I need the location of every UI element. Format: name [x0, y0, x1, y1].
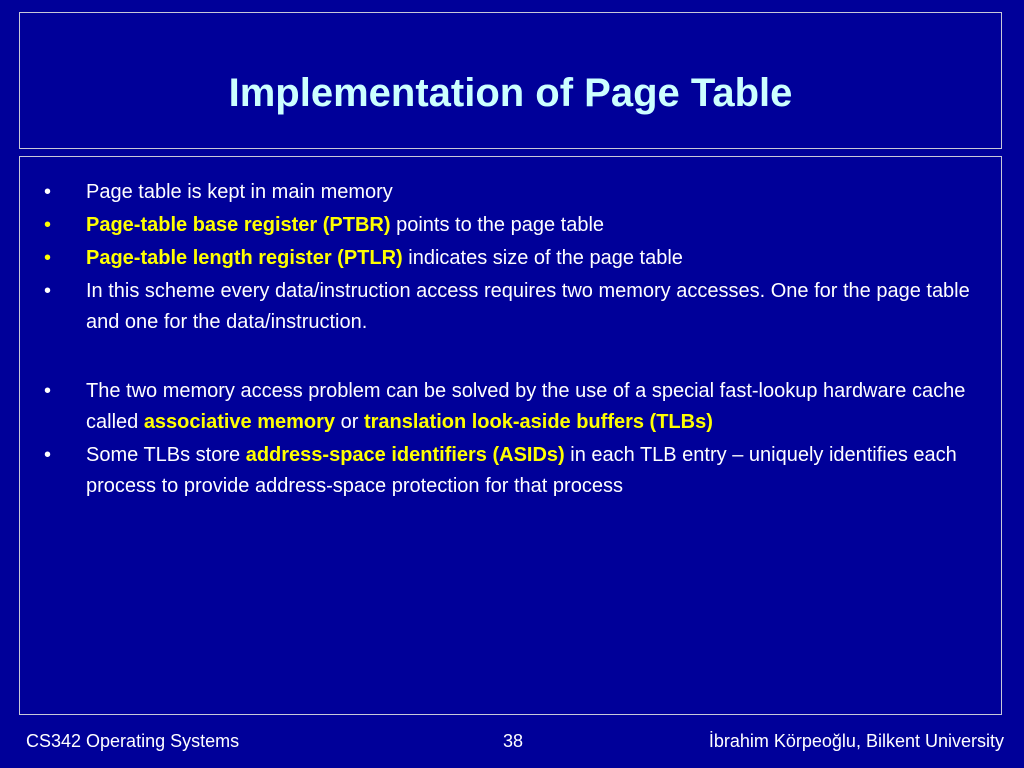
- bullet-text: Page table is kept in main memory: [86, 181, 393, 203]
- bullet-dot: •: [44, 214, 52, 236]
- bullet-text: in each TLB entry – uniquely identifies each process to provide address-space protection for that process: [86, 444, 957, 497]
- bullet-text: The two memory access problem can be solved by the use of a special fast-lookup hardware cache called: [86, 380, 966, 433]
- term-ptbr: Page-table base register (PTBR): [86, 214, 391, 236]
- slide-title: Implementation of Page Table: [228, 71, 793, 115]
- bullet-dot: •: [44, 280, 52, 302]
- bullet-item-two-accesses: [44, 276, 994, 338]
- bullet-item-page-table-in-memory: [44, 177, 994, 208]
- term-tlb: translation look-aside buffers (TLBs): [363, 411, 713, 433]
- bullet-item-asids: [44, 440, 994, 502]
- bullet-dot: •: [44, 444, 52, 466]
- bullet-dot: •: [44, 181, 52, 203]
- bullet-dot: •: [44, 380, 52, 402]
- bullet-item-tlb-solution: [44, 376, 994, 438]
- footer-course: CS342 Operating Systems: [26, 731, 240, 751]
- term-associative-memory: associative memory: [143, 411, 336, 433]
- bullet-item-ptlr: [44, 243, 994, 274]
- footer-author: İbrahim Körpeoğlu, Bilkent University: [708, 731, 1004, 751]
- bullet-text: indicates size of the page table: [402, 247, 683, 269]
- bullet-text: points to the page table: [390, 214, 605, 236]
- bullet-dot: •: [44, 247, 52, 269]
- bullet-text: or: [335, 411, 364, 433]
- footer-page-number: 38: [503, 731, 524, 751]
- title-frame: [19, 12, 1002, 149]
- bullet-item-ptbr: [44, 210, 994, 241]
- bullet-text: Some TLBs store: [86, 444, 246, 466]
- bullet-text: In this scheme every data/instruction access requires two memory accesses. One for the page table and one for the data/instruction.: [86, 280, 970, 333]
- bullet-list: [44, 177, 994, 504]
- term-asid: address-space identifiers (ASIDs): [245, 444, 565, 466]
- term-ptlr: Page-table length register (PTLR): [86, 247, 403, 269]
